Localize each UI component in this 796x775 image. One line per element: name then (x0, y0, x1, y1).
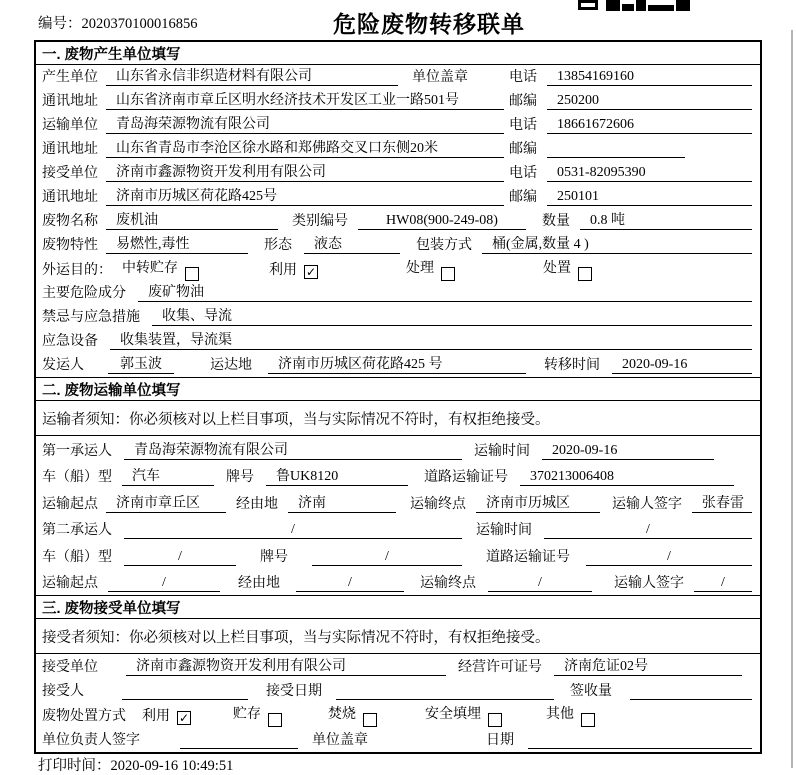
taboo-measures-value: 收集、导流 (152, 308, 752, 326)
receiving-unit-row (36, 654, 760, 679)
receiver-zip-value: 250101 (547, 188, 752, 206)
emergency-equipment-row (36, 329, 760, 353)
address-label: 通讯地址 (42, 142, 98, 157)
option-utilize-label: 利用 (269, 263, 297, 278)
transporter-address-value: 山东省青岛市李沧区徐水路和郑佛路交叉口东侧20米 (106, 140, 504, 158)
waste-name-value: 废机油 (106, 212, 278, 230)
document-number (38, 12, 198, 33)
print-time (38, 754, 233, 775)
quantity-value: 0.8 吨 (580, 212, 752, 230)
route-destination-label: 运输终点 (420, 576, 476, 591)
option-dispose-label: 处置 (543, 261, 571, 276)
shipper-row (36, 353, 760, 377)
responsible-signature-row (36, 728, 760, 753)
option-transfer-storage-label: 中转贮存 (122, 261, 178, 276)
check-mark: ✓ (178, 711, 190, 726)
producer-label: 产生单位 (42, 70, 98, 85)
signed-quantity-value (630, 682, 752, 700)
taboo-measures-label: 禁忌与应急措施 (42, 310, 140, 325)
disposal-option (328, 703, 377, 727)
route-via-label: 经由地 (236, 496, 278, 512)
waste-name-row (36, 209, 760, 233)
road-permit-value-2: / (586, 548, 752, 566)
option-incinerate-label: 焚烧 (328, 707, 356, 723)
unit-seal-label: 单位盖章 (412, 70, 468, 85)
route-destination-value: 济南市历城区 (476, 495, 600, 513)
manifest-form (34, 40, 762, 754)
vehicle-type-value: 汽车 (122, 468, 214, 486)
route-via-label: 经由地 (238, 576, 280, 591)
transporter-phone-value: 18661672606 (547, 116, 752, 134)
emergency-equipment-value: 收集装置，导流渠 (110, 332, 752, 350)
phone-label: 电话 (509, 166, 537, 181)
first-carrier-label: 第一承运人 (42, 443, 112, 459)
carrier-signature-value: 张春雷 (692, 495, 752, 513)
physical-form-label: 形态 (264, 238, 292, 253)
page-edge-shadow (791, 30, 793, 768)
checkbox-utilize (304, 265, 318, 279)
transfer-time-label: 转移时间 (544, 358, 600, 373)
disposal-option (425, 703, 502, 727)
purpose-option (406, 257, 455, 281)
option-storage-label: 贮存 (233, 707, 261, 723)
transport-time-label: 运输时间 (476, 523, 532, 538)
option-utilize-label: 利用 (142, 709, 170, 725)
receiver-label: 接受单位 (42, 166, 98, 181)
producer-value: 山东省永信非织造材料有限公司 (106, 68, 398, 86)
road-permit-value: 370213006408 (520, 468, 734, 486)
physical-form-value: 液态 (304, 236, 400, 254)
qr-block (636, 0, 646, 11)
transporter-notice: 运输者须知：你必须核对以上栏目事项，当与实际情况不符时，有权拒绝接受。 (36, 401, 760, 436)
print-time-label: 打印时间： (38, 758, 111, 774)
check-mark: ✓ (305, 265, 317, 279)
producer-address-value: 山东省济南市章丘区明水经济技术开发区工业一路501号 (106, 92, 504, 110)
shipper-value: 郭玉波 (108, 356, 174, 374)
receiver-phone-value: 0531-82095390 (547, 164, 752, 182)
address-label: 通讯地址 (42, 94, 98, 109)
quantity-label: 数量 (542, 214, 570, 229)
vehicle-row-2 (36, 542, 760, 569)
transporter-zip-value (547, 140, 685, 158)
qr-code-fragment (576, 0, 694, 12)
zip-label: 邮编 (509, 190, 537, 205)
purpose-option (269, 259, 318, 279)
purpose-option (543, 257, 592, 281)
first-carrier-row (36, 436, 760, 463)
producer-row (36, 65, 760, 89)
receiver-address-value: 济南市历城区荷花路425号 (106, 188, 504, 206)
vehicle-type-label: 车（船）型 (42, 549, 112, 565)
option-landfill-label: 安全填埋 (425, 707, 481, 723)
packaging-label: 包装方式 (416, 238, 472, 253)
receiving-unit-value: 济南市鑫源物资开发利用有限公司 (126, 658, 446, 676)
transporter-label: 运输单位 (42, 118, 98, 133)
checkbox-other (581, 713, 595, 727)
hazard-components-row (36, 281, 760, 305)
plate-number-label: 牌号 (260, 549, 288, 565)
section2-title: 二. 废物运输单位填写 (36, 377, 760, 401)
page-title: 危险废物转移联单 (333, 11, 525, 37)
transport-time-value: 2020-09-16 (542, 442, 714, 460)
recipient-value (122, 682, 248, 700)
waste-name-label: 废物名称 (42, 214, 98, 229)
date-value (528, 731, 752, 749)
transporter-row (36, 113, 760, 137)
checkbox-incinerate (363, 713, 377, 727)
responsible-signature-label: 单位负责人签字 (42, 733, 140, 748)
checkbox-treat (441, 267, 455, 281)
purpose-option (122, 257, 199, 281)
qr-block (606, 0, 620, 11)
disposal-option (233, 703, 282, 727)
option-other-label: 其他 (546, 707, 574, 723)
second-carrier-label: 第二承运人 (42, 523, 112, 538)
route-destination-value-2: / (488, 574, 592, 592)
waste-characteristics-row (36, 233, 760, 257)
shipper-label: 发运人 (42, 358, 84, 373)
disposal-method-label: 废物处置方式 (42, 709, 126, 725)
outbound-purpose-label: 外运目的： (42, 263, 112, 278)
unit-seal-label: 单位盖章 (312, 733, 368, 748)
transfer-time-value: 2020-09-16 (612, 356, 752, 374)
producer-zip-value: 250200 (547, 92, 752, 110)
checkbox-landfill (488, 713, 502, 727)
transport-time-value-2: / (544, 521, 752, 539)
second-carrier-row (36, 516, 760, 543)
carrier-signature-value-2: / (694, 574, 752, 592)
zip-label: 邮编 (509, 142, 537, 157)
route-origin-value: 济南市章丘区 (106, 495, 226, 513)
destination-label: 运达地 (210, 358, 252, 373)
receive-date-value (336, 682, 554, 700)
checkbox-storage (268, 713, 282, 727)
hazard-components-label: 主要危险成分 (42, 286, 126, 301)
carrier-signature-label: 运输人签字 (612, 496, 682, 512)
disposal-option (546, 703, 595, 727)
document-number-value: 2020370100016856 (81, 16, 198, 32)
responsible-signature-value (180, 731, 298, 749)
date-label: 日期 (486, 733, 514, 748)
road-permit-label: 道路运输证号 (424, 470, 508, 485)
route-destination-label: 运输终点 (410, 496, 466, 512)
route-via-value-2: / (296, 574, 404, 592)
producer-phone-value: 13854169160 (547, 68, 752, 86)
category-code-value: HW08(900-249-08) (358, 212, 526, 230)
plate-number-value-2: / (312, 548, 462, 566)
first-carrier-value: 青岛海荣源物流有限公司 (124, 442, 462, 460)
transporter-value: 青岛海荣源物流有限公司 (106, 116, 504, 134)
packaging-value: 桶(金属,数量 4 ) (482, 236, 752, 254)
route-origin-value-2: / (108, 574, 220, 592)
receiver-notice: 接受者须知：你必须核对以上栏目事项，当与实际情况不符时，有权拒绝接受。 (36, 619, 760, 654)
outbound-purpose-row (36, 257, 760, 281)
plate-number-value: 鲁UK8120 (266, 468, 408, 486)
section1-title: 一. 废物产生单位填写 (36, 42, 760, 65)
vehicle-row-1 (36, 463, 760, 490)
qr-block (648, 5, 674, 11)
disposal-option (142, 705, 191, 725)
receiver-address-row (36, 185, 760, 209)
vehicle-type-label: 车（船）型 (42, 470, 112, 485)
route-row-2 (36, 569, 760, 596)
document-number-label: 编号： (38, 16, 82, 32)
hazard-components-value: 废矿物油 (138, 284, 752, 302)
qr-block (676, 0, 690, 11)
phone-label: 电话 (509, 118, 537, 133)
taboo-measures-row (36, 305, 760, 329)
phone-label: 电话 (509, 70, 537, 85)
section3-title: 三. 废物接受单位填写 (36, 595, 760, 619)
producer-address-row (36, 89, 760, 113)
receive-date-label: 接受日期 (266, 684, 322, 699)
characteristics-value: 易燃性,毒性 (106, 236, 248, 254)
zip-label: 邮编 (509, 94, 537, 109)
checkbox-transfer-storage (185, 267, 199, 281)
signed-quantity-label: 签收量 (570, 684, 612, 699)
recipient-label: 接受人 (42, 684, 84, 699)
receiver-row (36, 161, 760, 185)
address-label: 通讯地址 (42, 190, 98, 205)
checkbox-utilize-2 (177, 711, 191, 725)
option-treat-label: 处理 (406, 261, 434, 276)
carrier-signature-label: 运输人签字 (614, 576, 684, 591)
route-origin-label: 运输起点 (42, 496, 98, 512)
checkbox-dispose (578, 267, 592, 281)
recipient-row (36, 679, 760, 704)
category-code-label: 类别编号 (292, 214, 348, 229)
second-carrier-value: / (124, 521, 462, 539)
transport-time-label: 运输时间 (474, 443, 530, 459)
destination-value: 济南市历城区荷花路425 号 (268, 356, 526, 374)
license-number-value: 济南危证02号 (554, 658, 742, 676)
print-time-value: 2020-09-16 10:49:51 (110, 758, 234, 774)
qr-block (578, 0, 598, 10)
disposal-method-row (36, 703, 760, 728)
route-row-1 (36, 489, 760, 516)
receiver-value: 济南市鑫源物资开发利用有限公司 (106, 164, 504, 182)
transporter-address-row (36, 137, 760, 161)
vehicle-type-value-2: / (124, 548, 236, 566)
emergency-equipment-label: 应急设备 (42, 334, 98, 349)
qr-block (622, 4, 634, 11)
plate-number-label: 牌号 (226, 470, 254, 485)
road-permit-label: 道路运输证号 (486, 549, 570, 565)
route-origin-label: 运输起点 (42, 576, 98, 591)
receiving-unit-label: 接受单位 (42, 659, 98, 675)
route-via-value: 济南 (288, 495, 396, 513)
license-number-label: 经营许可证号 (458, 659, 542, 675)
characteristics-label: 废物特性 (42, 238, 98, 253)
